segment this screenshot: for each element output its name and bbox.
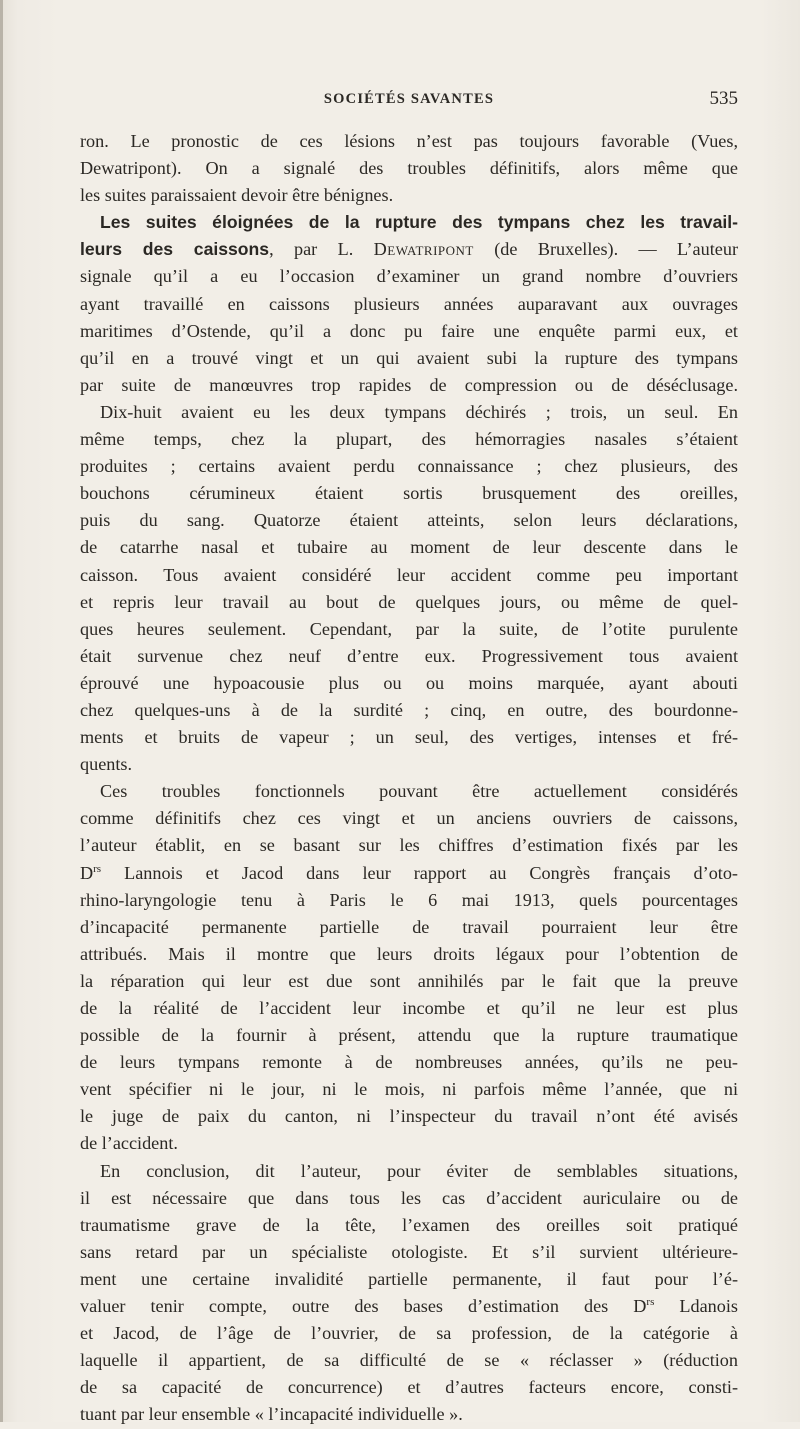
text-line: de sa capacité de concurrence) et d’autres facteurs encore, consti- bbox=[80, 1377, 738, 1398]
text-line: le juge de paix du canton, ni l’inspecteur du travail n’ont été avisés bbox=[80, 1106, 738, 1127]
text-line: possible de la fournir à présent, attendu que la rupture traumatique bbox=[80, 1025, 738, 1046]
text-line: ayant travaillé en caissons plusieurs années auparavant aux ouvrages bbox=[80, 293, 738, 314]
text-line: quents. bbox=[80, 754, 133, 775]
text-line bbox=[80, 236, 738, 263]
text-line: signale qu’il a eu l’occasion d’examiner un grand nombre d’ouvriers bbox=[80, 266, 738, 287]
text-line: Les suites éloignées de la rupture des tympans chez les travail- bbox=[100, 212, 738, 233]
text-line: chez quelques-uns à de la surdité ; cinq, en outre, des bourdonne- bbox=[80, 699, 738, 720]
text-line: Dix-huit avaient eu les deux tympans déchirés ; trois, un seul. En bbox=[100, 401, 738, 422]
text-line: était survenue chez neuf d’entre eux. Progressivement tous avaient bbox=[80, 645, 738, 666]
text-line: les suites paraissaient devoir être bénignes. bbox=[80, 185, 394, 206]
text-segment: Lannois et Jacod dans leur rapport au Congrès français d’oto- bbox=[101, 862, 738, 883]
text-line: qu’il en a trouvé vingt et un qui avaient subi la rupture des tympans bbox=[80, 347, 738, 368]
text-line: ques heures seulement. Cependant, par la suite, de l’otite purulente bbox=[80, 618, 738, 639]
text-line: traumatisme grave de la tête, l’examen des oreilles soit pratiqué bbox=[80, 1214, 738, 1235]
text-line: de catarrhe nasal et tubaire au moment de leur descente dans le bbox=[80, 537, 738, 558]
text-line: produites ; certains avaient perdu connaissance ; chez plusieurs, des bbox=[80, 456, 738, 477]
text-line: En conclusion, dit l’auteur, pour éviter de semblables situations, bbox=[100, 1160, 738, 1181]
text-segment: Ldanois bbox=[654, 1296, 738, 1317]
text-line bbox=[80, 1293, 738, 1320]
text-line: la réparation qui leur est due sont annihilés par le fait que la preuve bbox=[80, 970, 738, 991]
text-line: Dewatripont). On a signalé des troubles définitifs, alors même que bbox=[80, 158, 738, 179]
text-line: il est nécessaire que dans tous les cas d’accident auriculaire ou de bbox=[80, 1187, 738, 1208]
text-line: maritimes d’Ostende, qu’il a donc pu faire une enquête parmi eux, et bbox=[80, 320, 738, 341]
text-line: et Jacod, de l’âge de l’ouvrier, de sa profession, de la catégorie à bbox=[80, 1323, 738, 1344]
text-segment: valuer tenir compte, outre des bases d’estimation des D bbox=[80, 1296, 647, 1317]
text-line: laquelle il appartient, de sa difficulté de se « réclasser » (réduction bbox=[80, 1350, 738, 1371]
running-title: SOCIÉTÉS SAVANTES bbox=[323, 91, 495, 107]
text-line: de l’accident. bbox=[80, 1133, 178, 1154]
text-line: rhino-laryngologie tenu à Paris le 6 mai 1913, quels pourcentages bbox=[80, 889, 738, 910]
article-text bbox=[80, 128, 738, 1429]
text-line: comme définitifs chez ces vingt et un anciens ouvriers de caissons, bbox=[80, 808, 738, 829]
text-line: caisson. Tous avaient considéré leur accident comme peu important bbox=[80, 564, 738, 585]
text-segment: Dewatripont bbox=[373, 239, 474, 260]
text-line: l’auteur établit, en se basant sur les chiffres d’estimation fixés par les bbox=[80, 835, 738, 856]
text-line bbox=[80, 860, 738, 887]
text-line: sans retard par un spécialiste otologiste. Et s’il survient ultérieure- bbox=[80, 1241, 738, 1262]
text-segment: rs bbox=[93, 862, 102, 875]
text-line: éprouvé une hypoacousie plus ou ou moins marquée, ayant abouti bbox=[80, 672, 738, 693]
text-segment: , par L. bbox=[269, 239, 374, 260]
page-number: 535 bbox=[709, 88, 738, 109]
text-line: Ces troubles fonctionnels pouvant être actuellement considérés bbox=[100, 781, 738, 802]
text-segment: leurs des caissons bbox=[80, 239, 270, 260]
text-segment: rs bbox=[646, 1295, 655, 1308]
text-line: et repris leur travail au bout de quelques jours, ou même de quel- bbox=[80, 591, 738, 612]
text-line: bouchons cérumineux étaient sortis brusquement des oreilles, bbox=[80, 483, 738, 504]
text-line: par suite de manœuvres trop rapides de compression ou de déséclusage. bbox=[80, 374, 738, 395]
text-line: de la réalité de l’accident leur incombe et qu’il ne leur est plus bbox=[80, 998, 738, 1018]
text-line: tuant par leur ensemble « l’incapacité individuelle ». bbox=[80, 1404, 463, 1425]
text-line: ron. Le pronostic de ces lésions n’est pas toujours favorable (Vues, bbox=[80, 131, 738, 151]
text-segment: D bbox=[80, 862, 94, 883]
page-edge bbox=[0, 0, 3, 1422]
text-line: de leurs tympans remonte à de nombreuses années, qu’ils ne peu- bbox=[80, 1052, 738, 1073]
text-line: même temps, chez la plupart, des hémorragies nasales s’étaient bbox=[80, 429, 738, 450]
text-line: ment une certaine invalidité partielle permanente, il faut pour l’é- bbox=[80, 1268, 738, 1289]
text-line: ments et bruits de vapeur ; un seul, des vertiges, intenses et fré- bbox=[80, 727, 738, 748]
text-line: d’incapacité permanente partielle de travail pourraient leur être bbox=[80, 916, 738, 937]
text-segment: (de Bruxelles). — L’auteur bbox=[473, 239, 738, 260]
text-line: vent spécifier ni le jour, ni le mois, ni parfois même l’année, que ni bbox=[80, 1079, 738, 1100]
text-line: attribués. Mais il montre que leurs droits légaux pour l’obtention de bbox=[80, 943, 738, 964]
running-head bbox=[80, 88, 738, 114]
text-line: puis du sang. Quatorze étaient atteints, selon leurs déclarations, bbox=[80, 510, 738, 531]
